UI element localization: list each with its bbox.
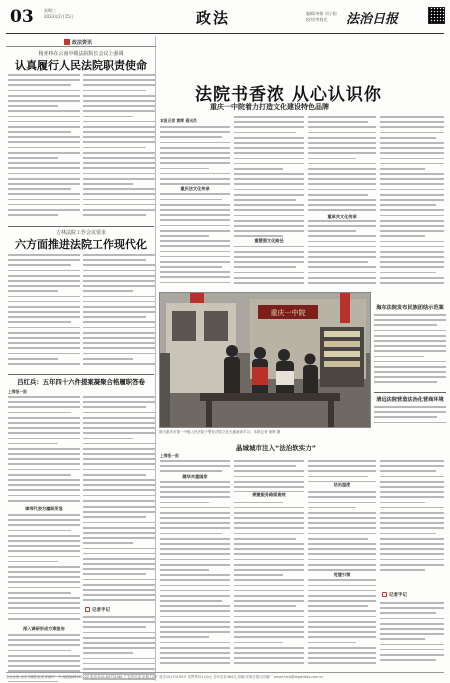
mid-text-col-4 (380, 460, 444, 578)
story3-text-col-4 (83, 506, 155, 602)
note-label: 记者手记 (92, 608, 110, 613)
divider (8, 374, 154, 375)
story2-subhead: 吉林法院工作会议要求 (55, 230, 106, 236)
main-text-col-3 (308, 116, 376, 288)
news-photo (159, 292, 371, 428)
story3-subsection-1: 律师代表为履职所急 (25, 506, 63, 511)
story1-text-col-1 (8, 74, 80, 222)
main-byline: 本报记者 黄辉 通讯员 (160, 118, 197, 123)
editor-line: 编辑/李娟 刘子阳 (306, 11, 337, 16)
mid-text-col-3 (308, 460, 376, 668)
main-text-col-1 (160, 126, 230, 288)
story1-headline: 认真履行人民法院职责使命 (15, 59, 147, 72)
page-footer: 本社社址:北京市朝阳区花家地甲一号 邮政编码100102 电话:010-84772081 广告许可证:京朝工商广登字20170105号 零售每份1.00元 全年定价384元 印刷:法制日报社印刷厂 email:fzrb@legaldaily.com.cn (6, 672, 444, 681)
story3-note-title (85, 607, 110, 613)
issue-line: 2023年2月15日 (44, 14, 74, 19)
mid-headline: 晶城城市注入“法治软实力” (236, 444, 317, 452)
photo-scene (160, 293, 371, 428)
story2-headline: 六方面推进法院工作现代化 (15, 238, 147, 251)
main-text-col-2 (234, 116, 304, 288)
mid-section-2: 便捷服务路面高效 (234, 492, 304, 498)
divider (8, 226, 154, 227)
story3-text-col-1 (8, 396, 80, 504)
left-column (6, 36, 156, 681)
story2-text-col-2 (83, 254, 155, 370)
main-section-3: 重承共文化传承 (308, 214, 376, 220)
section-name: 政法 (196, 9, 231, 27)
issue-line: 星期三 (44, 8, 56, 13)
story3-headline: 吕红兵：五年四十六件提案凝聚合格履职答卷 (17, 378, 145, 386)
main-text-col-4 (380, 116, 444, 288)
divider (374, 392, 446, 393)
photo-caption: 图为重庆市第一中级人民法院干警在法院文化长廊阅读学习。本报记者 黄辉 摄 (159, 430, 281, 434)
kicker-bar (6, 38, 156, 47)
story3-text-col-2 (83, 396, 155, 504)
mid-text-col-1 (160, 460, 230, 668)
mid-section-3: 法治温度 (308, 482, 376, 488)
story3-byline: 上海报一报 (8, 389, 27, 394)
editors (306, 11, 342, 23)
issue-meta (44, 8, 84, 20)
pen-icon (85, 607, 90, 612)
main-section-2: 重塑强文化路径 (234, 238, 304, 244)
story2-text-col-1 (8, 254, 80, 370)
mid-section-1: 精华共建国家 (160, 474, 230, 480)
right-story2-text (374, 406, 446, 428)
right-note-text (380, 602, 444, 668)
editor-line: 校对/李春光 (306, 17, 328, 22)
kicker-icon (64, 39, 70, 45)
main-subheadline: 重庆一中院着力打造文化建设特色品牌 (210, 103, 329, 111)
right-note-title (382, 592, 407, 598)
right-story2-headline: 清远法院营造法治化营商环境 (376, 397, 444, 403)
right-story1-headline: 海东法院发布民族团结示范案 (376, 305, 444, 311)
story1-text-col-2 (83, 74, 155, 222)
main-section-1: 重庆法文化传承 (160, 186, 230, 192)
right-story1-text (374, 314, 446, 386)
main-headline: 法院书香浓 从心认识你 (195, 85, 382, 105)
mid-section-4: 党建引领 (308, 572, 376, 578)
paper-name: 法治日报 (346, 12, 399, 27)
page-number: 03 (10, 7, 34, 27)
story1-subhead: 杨亚林在云南中级法院院长会议上强调 (38, 51, 124, 57)
pen-icon (382, 592, 387, 597)
note-label: 记者手记 (389, 593, 407, 598)
story3-text-col-3 (8, 514, 80, 624)
qr-code-icon (428, 7, 445, 24)
masthead (6, 4, 444, 34)
story3-subsection-2: 深入调研形成方案报告 (23, 626, 65, 631)
kicker-text: 政法资讯 (72, 40, 93, 46)
sign-text: 重庆一中院 (270, 309, 306, 317)
mid-byline: 上海报一报 (160, 453, 179, 458)
